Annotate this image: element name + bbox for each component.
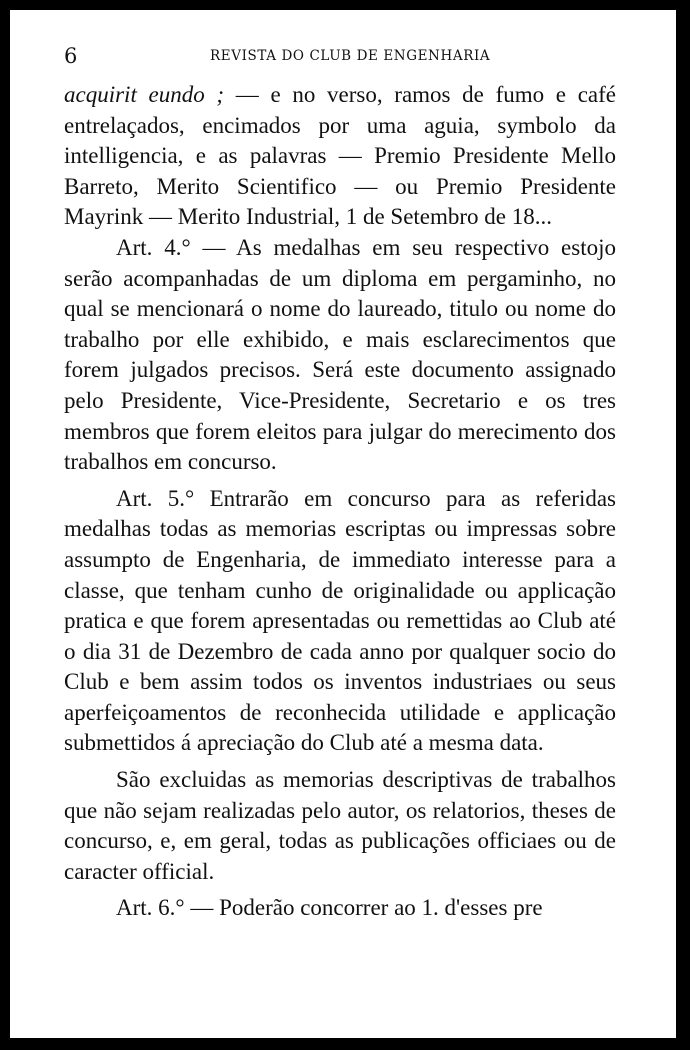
journal-title: REVISTA DO CLUB DE ENGENHARIA [210, 48, 491, 64]
book-page [10, 10, 676, 1038]
page-number: 6 [64, 44, 78, 68]
running-head [64, 44, 636, 70]
latin-motto: acquirit eundo ; [64, 82, 225, 107]
body-text [64, 80, 616, 924]
paragraph-article-5: Art. 5.° Entrarão em concurso para as referidas medalhas todas as memorias escriptas ou impressas sobre assumpto de Engenharia, de immediato interesse para a classe, que tenham cunho de originalidade ou applicação pratica e que forem apresentadas ou remettidas ao Club até o dia 31 de Dezembro de cada anno por qualquer socio do Club e bem assim todos os inventos industriaes ou seus aperfeiçoamentos de reconhecida utilidade e applicação submettidos á apreciação do Club até a mesma data. [64, 485, 616, 756]
paragraph-medal-reverse [64, 80, 616, 233]
paragraph-article-6: Art. 6.° — Poderão concorrer ao 1. d'esses pre [116, 895, 543, 921]
paragraph-exclusions: São excluidas as memorias descriptivas de trabalhos que não sejam realizadas pelo autor, os relatorios, theses de concurso, e, em geral, todas as publicações officiaes ou de caracter official. [64, 767, 616, 884]
paragraph-article-4: Art. 4.° — As medalhas em seu respectivo estojo serão acompanhadas de um diploma em pergaminho, no qual se mencionará o nome do laureado, titulo ou nome do trabalho por elle exhibido, e mais esclarecimentos que forem julgados precisos. Será este documento assignado pelo Presidente, Vice-Presidente, Secretario e os tres membros que forem eleitos para julgar do merecimento dos trabalhos em concurso. [64, 234, 616, 475]
paragraph-text: — e no verso, ramos de fumo e café entrelaçados, encimados por uma aguia, symbolo da intelligencia, e as palavras — Premio Presidente Mello Barreto, Merito Scientifico — ou Premio Presidente Mayrink — Merito Industrial, 1 de Setembro de 18... [64, 82, 616, 230]
